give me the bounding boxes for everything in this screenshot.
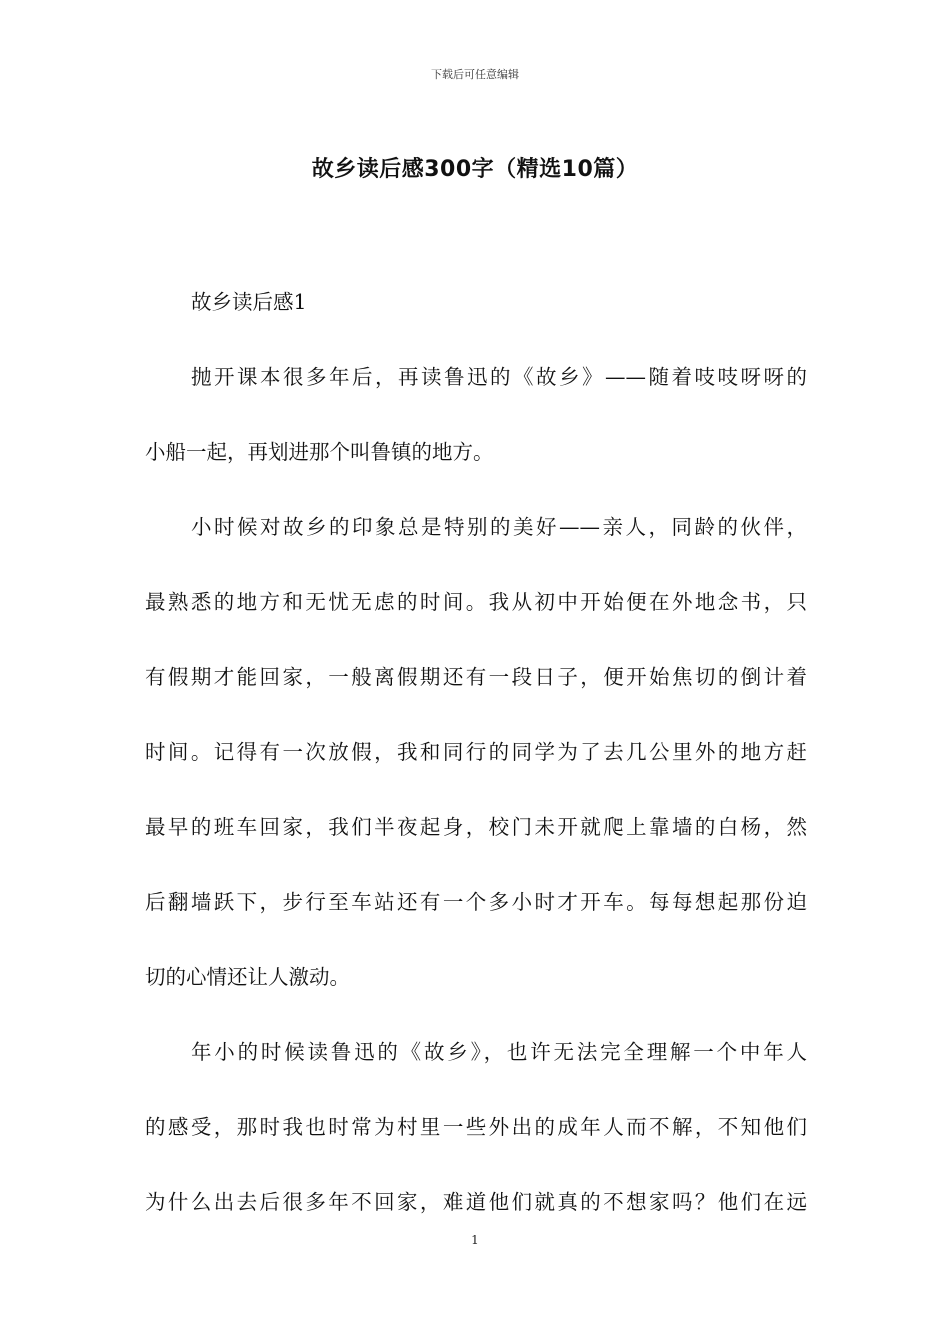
text-line: 切的心情还让人激动。: [145, 965, 350, 989]
text-line: 为什么出去后很多年不回家，难道他们就真的不想家吗？他们在远: [145, 1190, 807, 1214]
text-line: 的感受，那时我也时常为村里一些外出的成年人而不解，不知他们: [145, 1115, 807, 1139]
header-note: 下载后可任意编辑: [431, 68, 519, 81]
text-line: 小时候对故乡的印象总是特别的美好——亲人，同龄的伙伴，: [191, 515, 807, 539]
text-line: 小船一起，再划进那个叫鲁镇的地方。: [145, 440, 494, 464]
text-line: 年小的时候读鲁迅的《故乡》，也许无法完全理解一个中年人: [191, 1040, 807, 1064]
text-line: 有假期才能回家，一般离假期还有一段日子，便开始焦切的倒计着: [145, 665, 807, 689]
text-line: 抛开课本很多年后，再读鲁迅的《故乡》——随着吱吱呀呀的: [191, 365, 807, 389]
page-number: 1: [471, 1233, 479, 1247]
text-line: 最早的班车回家，我们半夜起身，校门未开就爬上靠墙的白杨，然: [145, 815, 807, 839]
text-line: 最熟悉的地方和无忧无虑的时间。我从初中开始便在外地念书，只: [145, 590, 807, 614]
text-line: 后翻墙跃下，步行至车站还有一个多小时才开车。每每想起那份迫: [145, 890, 807, 914]
text-line: 时间。记得有一次放假，我和同行的同学为了去几公里外的地方赶: [145, 740, 807, 764]
body-text: [145, 270, 807, 1245]
document-title: 故乡读后感300字（精选10篇）: [311, 157, 639, 182]
text-line: 故乡读后感1: [191, 290, 307, 314]
